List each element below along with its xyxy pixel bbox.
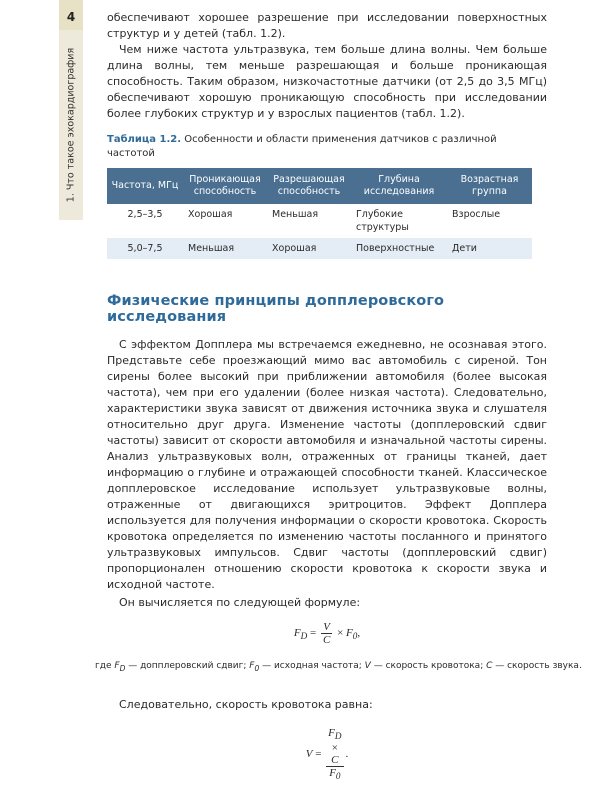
formula-symbol: C: [331, 753, 339, 766]
table-cell: 2,5–3,5: [127, 209, 163, 220]
legend-text: — допплеровский сдвиг;: [125, 661, 250, 671]
formula-subscript: D: [300, 631, 308, 642]
page-number: 4: [59, 0, 83, 30]
table-caption: [107, 133, 547, 161]
table-cell: Меньшая: [272, 209, 319, 220]
table-cell: 5,0–7,5: [127, 243, 163, 254]
intro-paragraph-1: обеспечивают хорошее разрешение при исследовании поверхностных структур и у детей (табл. 1.2).: [107, 11, 547, 40]
formula-operator: =: [310, 627, 317, 640]
legend-subscript: D: [119, 663, 126, 673]
table-row: [107, 204, 532, 238]
frequency-table: [107, 168, 532, 259]
formula-fraction: [326, 727, 343, 782]
formula-intro: Он вычисляется по следующей формуле:: [119, 596, 361, 609]
formula-operator: ×: [337, 627, 344, 640]
legend-symbol: F: [249, 661, 255, 671]
legend-symbol: F: [114, 661, 120, 671]
chapter-running-title: 1. Что такое эхокардиография: [65, 47, 77, 203]
table-cell: Меньшая: [188, 243, 235, 254]
table-cell: Взрослые: [452, 209, 501, 220]
table-cell: Поверхностные: [356, 243, 435, 254]
formula-subscript: 0: [352, 631, 358, 642]
table-header-cell: Проникающая способность: [189, 174, 261, 197]
table-row: [107, 238, 532, 259]
formula-operator: =: [315, 748, 322, 761]
table-header-cell: Разрешающая способность: [273, 174, 345, 197]
formula-operator: ×: [331, 741, 338, 754]
formula-legend: [95, 660, 582, 675]
legend-text: где: [95, 661, 112, 671]
doppler-paragraph: С эффектом Допплера мы встречаемся ежедневно, не осознавая этого. Представьте себе проезжающий мимо вас автомобиль с сиреной. Тон сирены более высокий при приближении автомобиля (более высокая частота), чем при его удалении (более низкая частота). Следовательно, характеристики звука зависят от движения источника звука и слушателя относительно друг друга. Изменение частоты (допплеровский сдвиг частоты) зависит от скорости автомобиля и изначальной частоты сирены. Анализ ультразвуковых волн, отраженных от границы тканей, дает информацию о глубине и отражающей способности тканей. Классическое допплеровское исследование использует ультразвуковые волны, отраженные от двигающихся эритроцитов. Эффект Допплера используется для получения информации о скорости кровотока. Скорость кровотока определяется по изменению частоты посланного и принятого ультразвуковых импульсов. Сдвиг частоты (допплеровский сдвиг) пропорционален отношению скорости кровотока к скорости звука и исходной частоте.: [107, 338, 547, 591]
table-header-row: [107, 168, 532, 204]
table-cell: Глубокие структуры: [356, 209, 409, 233]
table-cell: Дети: [452, 243, 477, 254]
table-cell: Хорошая: [188, 209, 233, 220]
table-header-cell: Глубина исследования: [363, 174, 435, 197]
table-header-cell: Возрастная группа: [460, 174, 519, 197]
formula-symbol: F: [329, 766, 336, 779]
speed-intro: Следовательно, скорость кровотока равна:: [119, 697, 373, 711]
formula-symbol: F: [293, 627, 301, 640]
table-cell: Хорошая: [272, 243, 317, 254]
formula-symbol: V: [323, 621, 330, 633]
formula-fraction: [321, 621, 332, 646]
legend-symbol: C: [486, 661, 493, 671]
blood-speed-formula: [107, 727, 547, 782]
formula-symbol: C: [322, 634, 331, 646]
table-caption-lead: Таблица 1.2.: [107, 134, 182, 145]
legend-symbol: V: [364, 661, 371, 671]
formula-symbol: F: [328, 726, 335, 739]
legend-text: — скорость звука.: [492, 661, 582, 671]
page-content: [95, 10, 582, 790]
formula-punct: ,: [357, 627, 361, 640]
legend-text: — исходная частота;: [259, 661, 365, 671]
table-header-cell: Частота, МГц: [111, 180, 179, 191]
formula-symbol: V: [305, 748, 313, 761]
table-caption-text: Особенности и области применения датчиков с различной частотой: [107, 134, 497, 159]
legend-subscript: 0: [254, 663, 260, 673]
intro-paragraph-2: Чем ниже частота ультразвука, тем больше длина волны. Чем больше длина волны, тем меньше разрешающая и больше проникающая способность. Таким образом, низкочастотные датчики (от 2,5 до 3,5 МГц) обеспечивают хорошую проникающую способность при исследовании более глубоких структур и у взрослых пациентов (табл. 1.2).: [107, 43, 547, 120]
page-margin: [0, 0, 92, 750]
formula-punct: .: [345, 748, 349, 761]
doppler-shift-formula: [107, 621, 547, 646]
formula-subscript: 0: [335, 771, 341, 782]
formula-symbol: F: [346, 627, 353, 640]
formula-subscript: D: [334, 730, 342, 741]
legend-text: — скорость кровотока;: [370, 661, 487, 671]
section-heading: Физические принципы допплеровского исследования: [107, 293, 445, 325]
